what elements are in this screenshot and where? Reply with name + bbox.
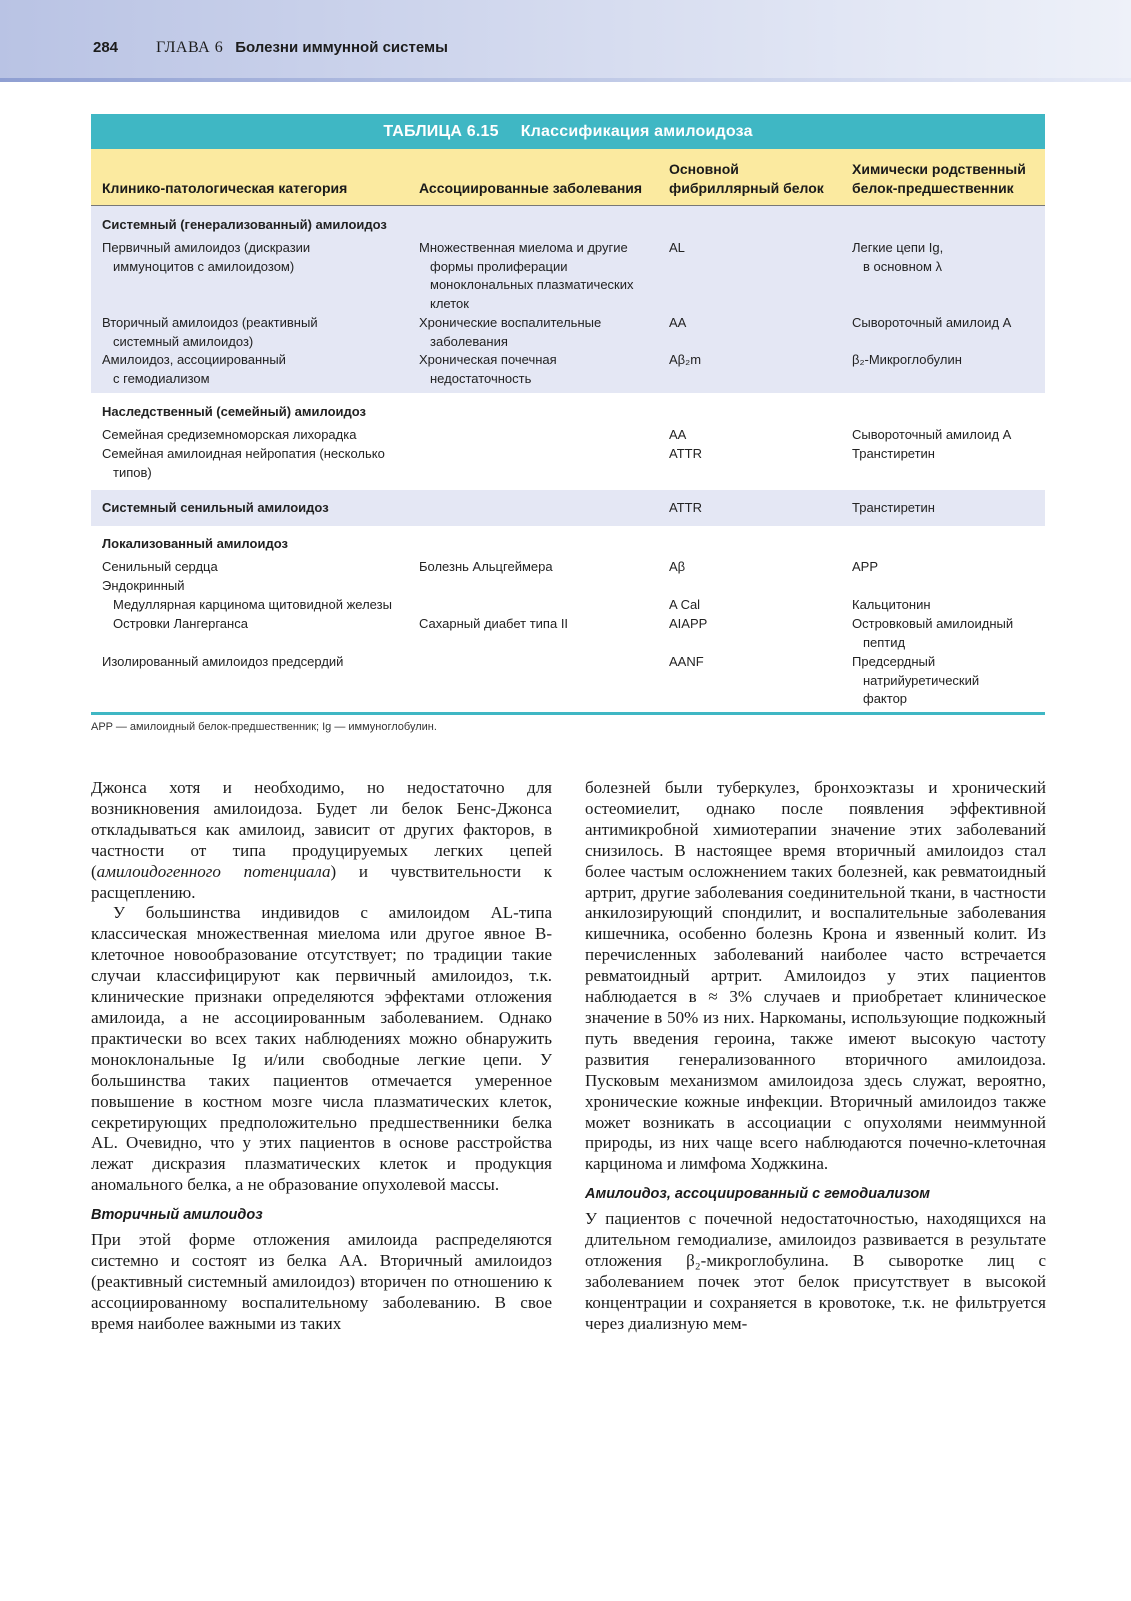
paragraph: Джонса хотя и необходимо, но недостаточно для возникновения амилоидоза. Будет ли белок Бенс-Джонса откладываться как амилоид, зависит от других факторов, в частности от типа продуцируемых легких цепей (амилоидогенного потенциала) и чувствительности к расщеплению. [91,778,552,902]
cell-diseases: Хроническая почечная недостаточность [419,352,557,386]
cell-precursor: Сывороточный амилоид A [852,315,1012,330]
cell-precursor: Сывороточный амилоид A [852,427,1012,442]
cell-precursor: Предсердный натрийуретический фактор [852,654,980,707]
table-title: Классификация амилоидоза [520,122,753,140]
cell-diseases: Сахарный диабет типа II [419,616,569,631]
cell-diseases: Множественная миелома и другие формы пролиферации моноклональных плазматических клеток [419,240,634,311]
cell-category: Сенильный сердца [102,559,218,574]
chapter-title: Болезни иммунной системы [235,39,448,56]
cell-protein: Aβ [669,559,686,574]
paragraph: болезней были туберкулез, бронхоэктазы и хронический остеомиелит, однако после появления эффективной антимикробной химиотерапии значение этих заболеваний снизилось. В настоящее время вторичный амилоидоз стал более частым осложнением таких болезней, как ревматоидный артрит, другие заболевания соединительной ткани, в частности анкилозирующий спондилит, и воспалительные заболевания кишечника, особенно болезнь Крона и язвенный колит. Из перечисленных заболеваний наиболее часто встречается ревматоидный артрит. Амилоидоз у этих пациентов наблюдается в ≈ 3% случаев и приобретает клиническое значение в 50% из них. Наркоманы, использующие подкожный путь введения героина, также имеют высокую частоту развития генерализованного вторичного амилоидоза. Пусковым механизмом амилоидоза здесь служат, вероятно, хронические кожные инфекции. Вторичный амилоидоз также может возникать в ассоциации с опухолями неиммунной природы, из них чаще всего наблюдаются почечно-клеточная карцинома и лимфома Ходжкина. [585,778,1046,1174]
table-section-hereditary [91,393,1045,490]
column-header-diseases: Ассоциированные заболевания [419,180,643,196]
cell-category: Эндокринный [102,578,185,593]
cell-protein: ATTR [669,446,702,461]
paragraph: У пациентов с почечной недостаточностью, находящихся на длительном гемодиализе, амилоидоз развивается в результате отложения β₂-микроглобулина. В сыворотке лиц с заболеванием почек этот белок присутствует в высокой концентрации и сохраняется в кровотоке, т.к. не фильтруется через диализную мем- [585,1209,1046,1333]
cell-category: Семейная средиземноморская лихорадка [102,427,357,442]
cell-protein: ATTR [669,500,702,515]
cell-precursor: Транстиретин [852,446,935,461]
section-heading: Амилоидоз, ассоциированный с гемодиализом [585,1186,930,1203]
cell-category: Первичный амилоидоз (дискразии иммуноцитов с амилоидозом) [102,240,311,274]
table-footnote: APP — амилоидный белок-предшественник; Ig — иммуноглобулин. [91,721,437,733]
cell-protein: AA [669,315,687,330]
cell-category: Изолированный амилоидоз предсердий [102,654,344,669]
section-title: Локализованный амилоидоз [102,536,288,551]
cell-precursor: Транстиретин [852,500,935,515]
table-header-row [91,149,1045,206]
section-title: Наследственный (семейный) амилоидоз [102,404,366,419]
section-title: Системный (генерализованный) амилоидоз [102,217,387,232]
cell-category: Семейная амилоидная нейропатия (несколько типов) [102,446,385,480]
table-section-senile [91,490,1045,526]
table-body [91,206,1045,715]
cell-protein: A Cal [669,597,701,612]
classification-table [91,114,1045,715]
column-header-protein: Основной фибриллярный белок [669,161,824,196]
table-number: ТАБЛИЦА 6.15 [383,122,499,140]
cell-protein: AANF [669,654,704,669]
cell-protein: AL [669,240,685,255]
cell-protein: AA [669,427,687,442]
section-title: Системный сенильный амилоидоз [102,500,329,515]
italic-term: амилоидогенного потенциала [96,861,331,881]
cell-protein: Aβ₂m [669,352,702,367]
cell-precursor: Островковый амилоидный пептид [852,616,1014,650]
page-number: 284 [93,39,119,56]
table-title-bar [91,114,1045,149]
table-section-systemic [91,206,1045,393]
cell-precursor: APP [852,559,879,574]
paragraph: При этой форме отложения амилоида распределяются системно и состоят из белка AA. Вторичный амилоидоз (реактивный системный амилоидоз) вторичен по отношению к ассоциированному воспалительному заболеванию. В свое время наиболее важными из таких [91,1230,552,1333]
table-bottom-rule [91,712,1045,715]
column-header-precursor: Химически родственный белок-предшественник [852,161,1026,196]
cell-precursor: Легкие цепи Ig, в основном λ [852,240,944,274]
cell-precursor: β₂-Микроглобулин [852,352,962,367]
cell-category: Вторичный амилоидоз (реактивный системный амилоидоз) [102,315,318,349]
running-head [93,39,448,57]
cell-category: Островки Лангерганса [113,616,248,631]
cell-category: Медуллярная карцинома щитовидной железы [113,597,392,612]
cell-precursor: Кальцитонин [852,597,931,612]
text-column-right [585,778,1046,1335]
chapter-label: ГЛАВА 6 [156,39,224,56]
section-heading: Вторичный амилоидоз [91,1207,263,1224]
cell-diseases: Хронические воспалительные заболевания [419,315,602,349]
cell-diseases: Болезнь Альцгеймера [419,559,553,574]
cell-category: Амилоидоз, ассоциированный с гемодиализом [102,352,286,386]
cell-protein: AIAPP [669,616,708,631]
text-column-left [91,778,552,1335]
paragraph: У большинства индивидов с амилоидом AL-типа классическая множественная миелома или другое явное B-клеточное новообразование отсутствует; по традиции такие случаи классифицируют как первичный амилоидоз, т.к. клинические признаки определяются эффектами отложения амилоида, а не ассоциированным заболеванием. Однако практически во всех таких наблюдениях можно обнаружить моноклональные Ig и/или свободные легкие цепи. У большинства таких пациентов отмечается умеренное повышение в костном мозге числа плазматических клеток, секретирующих предположительно предшественники белка AL. Очевидно, что у этих пациентов в основе расстройства лежат дискразия плазматических клеток и продукция аномального белка, а не образование опухолевой массы. [91,903,552,1195]
table-section-localized [91,526,1045,712]
column-header-category: Клинико-патологическая категория [102,180,348,196]
